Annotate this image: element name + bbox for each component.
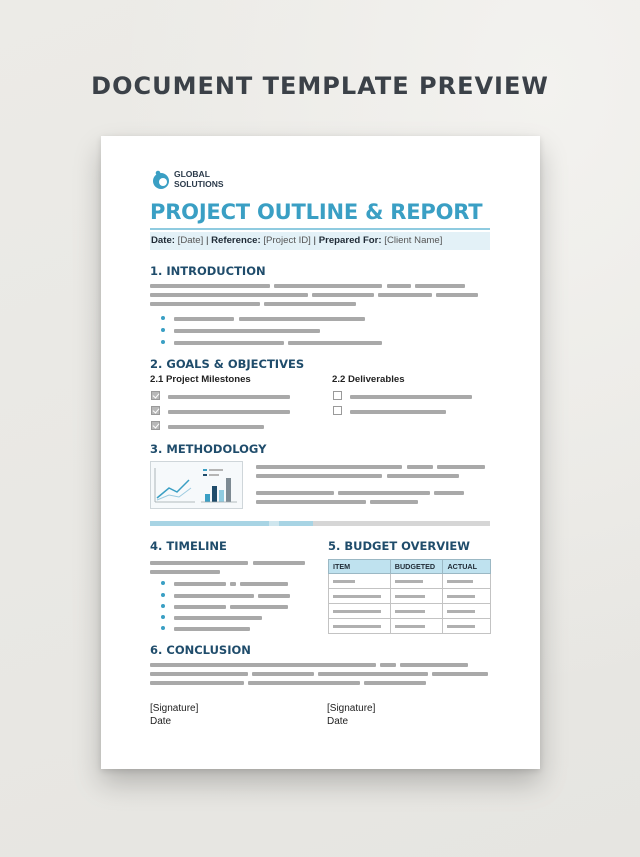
section-heading-methodology: 3. METHODOLOGY	[150, 442, 267, 456]
text-placeholder	[350, 410, 446, 414]
text-placeholder	[264, 302, 356, 306]
text-placeholder	[436, 293, 478, 297]
text-placeholder	[288, 341, 382, 345]
section-heading-conclusion: 6. CONCLUSION	[150, 643, 251, 657]
column-header: ACTUAL	[443, 560, 491, 574]
signature-date: Date	[150, 716, 172, 727]
table-row	[329, 604, 491, 619]
table-row	[329, 619, 491, 634]
deliverable-checkbox[interactable]	[333, 391, 342, 400]
table-cell	[443, 589, 491, 604]
text-placeholder	[168, 410, 290, 414]
text-placeholder	[174, 341, 284, 345]
prepared-for-value: [Client Name]	[384, 235, 443, 246]
brand-name-line2: SOLUTIONS	[174, 179, 224, 189]
signature-block-right	[327, 702, 375, 728]
text-placeholder	[387, 284, 411, 288]
text-placeholder	[230, 582, 236, 586]
table-cell	[390, 619, 443, 634]
signature-block-left	[150, 702, 198, 728]
table-cell	[443, 604, 491, 619]
milestone-checkbox[interactable]	[151, 406, 160, 415]
signature-placeholder: [Signature]	[150, 703, 199, 714]
meta-separator: |	[205, 235, 209, 246]
text-placeholder	[415, 284, 465, 288]
title-rule	[150, 228, 490, 230]
signature-placeholder: [Signature]	[327, 703, 376, 714]
milestone-checkbox[interactable]	[151, 421, 160, 430]
meta-separator: |	[313, 235, 317, 246]
text-placeholder	[150, 672, 248, 676]
text-placeholder	[256, 500, 366, 504]
text-placeholder	[432, 672, 488, 676]
text-placeholder	[150, 302, 260, 306]
bullet-icon	[161, 340, 165, 344]
text-placeholder	[174, 582, 226, 586]
text-placeholder	[338, 491, 430, 495]
text-placeholder	[150, 561, 248, 565]
bullet-icon	[161, 328, 165, 332]
text-placeholder	[274, 284, 382, 288]
prepared-for-label: Prepared For:	[318, 235, 382, 246]
section-divider	[150, 521, 490, 526]
table-cell	[329, 619, 391, 634]
table-cell	[443, 619, 491, 634]
text-placeholder	[400, 663, 468, 667]
bullet-icon	[161, 316, 165, 320]
text-placeholder	[370, 500, 418, 504]
section-heading-introduction: 1. INTRODUCTION	[150, 264, 266, 278]
text-placeholder	[258, 594, 290, 598]
table-cell	[329, 604, 391, 619]
table-row	[329, 589, 491, 604]
text-placeholder	[364, 681, 426, 685]
line-bar-chart-icon	[151, 462, 244, 510]
table-cell	[390, 589, 443, 604]
text-placeholder	[168, 395, 290, 399]
brand-name-line1: GLOBAL	[174, 169, 210, 179]
text-placeholder	[312, 293, 374, 297]
text-placeholder	[256, 465, 402, 469]
table-row	[329, 574, 491, 589]
text-placeholder	[387, 474, 459, 478]
subheading-milestones: 2.1 Project Milestones	[150, 374, 251, 385]
text-placeholder	[150, 681, 244, 685]
text-placeholder	[407, 465, 433, 469]
text-placeholder	[150, 663, 376, 667]
bullet-icon	[161, 581, 165, 585]
text-placeholder	[256, 491, 334, 495]
text-placeholder	[240, 582, 288, 586]
text-placeholder	[174, 594, 254, 598]
reference-label: Reference:	[211, 235, 261, 246]
table-cell	[443, 574, 491, 589]
reference-value: [Project ID]	[263, 235, 311, 246]
text-placeholder	[256, 474, 382, 478]
date-value: [Date]	[177, 235, 204, 246]
text-placeholder	[318, 672, 428, 676]
signature-date: Date	[327, 716, 349, 727]
column-header: ITEM	[329, 560, 391, 574]
text-placeholder	[253, 561, 305, 565]
table-cell	[390, 604, 443, 619]
milestone-checkbox[interactable]	[151, 391, 160, 400]
text-placeholder	[378, 293, 432, 297]
column-header: BUDGETED	[390, 560, 443, 574]
text-placeholder	[150, 570, 220, 574]
deliverable-checkbox[interactable]	[333, 406, 342, 415]
section-heading-budget: 5. BUDGET OVERVIEW	[328, 539, 470, 553]
table-cell	[329, 589, 391, 604]
text-placeholder	[174, 627, 250, 631]
text-placeholder	[380, 663, 396, 667]
brand-name	[174, 169, 254, 189]
preview-banner: DOCUMENT TEMPLATE PREVIEW	[91, 72, 549, 100]
date-label: Date:	[151, 235, 175, 246]
bullet-icon	[161, 593, 165, 597]
brand-logo-icon	[150, 170, 172, 190]
text-placeholder	[150, 293, 308, 297]
text-placeholder	[174, 329, 320, 333]
text-placeholder	[174, 605, 226, 609]
methodology-chart-thumbnail	[150, 461, 243, 509]
text-placeholder	[239, 317, 365, 321]
text-placeholder	[434, 491, 464, 495]
document-page	[101, 136, 540, 769]
text-placeholder	[248, 681, 360, 685]
bullet-icon	[161, 615, 165, 619]
text-placeholder	[252, 672, 314, 676]
text-placeholder	[230, 605, 288, 609]
text-placeholder	[437, 465, 485, 469]
text-placeholder	[168, 425, 264, 429]
bullet-icon	[161, 604, 165, 608]
table-cell	[329, 574, 391, 589]
text-placeholder	[174, 317, 234, 321]
subheading-deliverables: 2.2 Deliverables	[332, 374, 405, 385]
bullet-icon	[161, 626, 165, 630]
section-heading-timeline: 4. TIMELINE	[150, 539, 227, 553]
text-placeholder	[174, 616, 262, 620]
text-placeholder	[150, 284, 270, 288]
section-heading-goals: 2. GOALS & OBJECTIVES	[150, 357, 305, 371]
budget-table-header-row	[329, 560, 491, 574]
budget-table	[328, 559, 491, 634]
document-title: PROJECT OUTLINE & REPORT	[150, 200, 483, 224]
table-cell	[390, 574, 443, 589]
text-placeholder	[350, 395, 472, 399]
meta-strip	[150, 232, 490, 250]
